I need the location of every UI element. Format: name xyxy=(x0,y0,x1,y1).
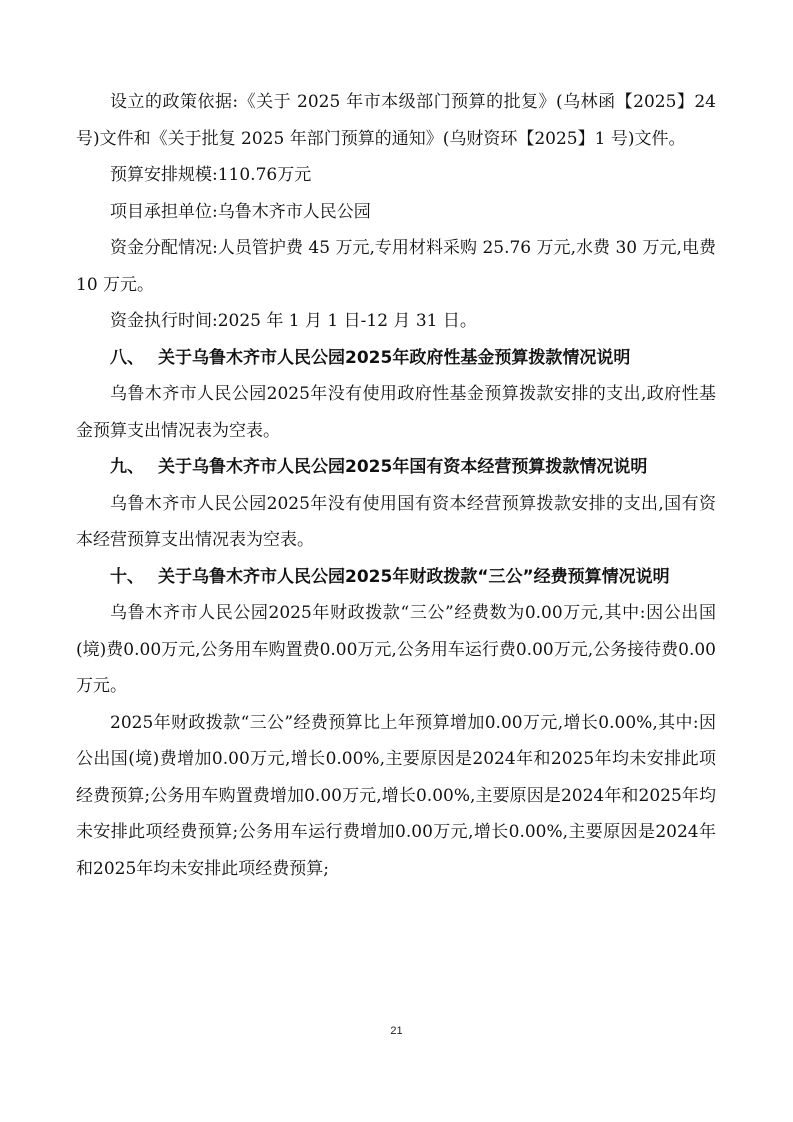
paragraph-expense-comparison: 2025年财政拨款“三公”经费预算比上年预算增加0.00万元,增长0.00%,其中:因公出国(境)费增加0.00万元,增长0.00%,主要原因是2024年和2025年均未安排此项经费预算;公务用车购置费增加0.00万元,增长0.00%,主要原因是2024年和2025年均未安排此项经费预算;公务用车运行费增加0.00万元,增长0.00%,主要原因是2024年和2025年均未安排此项经费预算; xyxy=(76,712,716,879)
section-title-10: 关于乌鲁木齐市人民公园2025年财政拨款“三公”经费预算情况说明 xyxy=(158,566,670,587)
section-heading-9 xyxy=(76,449,716,486)
paragraph-fund-allocation: 资金分配情况:人员管护费 45 万元,专用材料采购 25.76 万元,水费 30 万元,电费 10 万元。 xyxy=(76,238,716,295)
page-number: 21 xyxy=(390,1025,403,1037)
section-title-9: 关于乌鲁木齐市人民公园2025年国有资本经营预算拨款情况说明 xyxy=(158,457,648,477)
section-heading-10 xyxy=(76,559,716,596)
paragraph-three-public-expenses: 乌鲁木齐市人民公园2025年财政拨款“三公”经费数为0.00万元,其中:因公出国(境)费0.00万元,公务用车购置费0.00万元,公务用车运行费0.00万元,公务接待费0.00万元。 xyxy=(76,603,716,696)
section-number-8: 八、 xyxy=(110,347,144,368)
paragraph-project-unit: 项目承担单位:乌鲁木齐市人民公园 xyxy=(110,201,371,222)
paragraph-state-capital: 乌鲁木齐市人民公园2025年没有使用国有资本经营预算拨款安排的支出,国有资本经营预算支出情况表为空表。 xyxy=(76,493,716,550)
section-title-8: 关于乌鲁木齐市人民公园2025年政府性基金预算拨款情况说明 xyxy=(158,347,631,368)
section-number-10: 十、 xyxy=(110,566,144,587)
paragraph-government-fund: 乌鲁木齐市人民公园2025年没有使用政府性基金预算拨款安排的支出,政府性基金预算支出情况表为空表。 xyxy=(76,384,716,441)
section-heading-8 xyxy=(76,340,716,377)
section-number-9: 九、 xyxy=(110,457,144,477)
paragraph-budget-scale: 预算安排规模:110.76万元 xyxy=(110,165,312,185)
paragraph-policy-basis: 设立的政策依据:《关于 2025 年市本级部门预算的批复》(乌林函【2025】24 号)文件和《关于批复 2025 年部门预算的通知》(乌财资环【2025】1 号)文件。 xyxy=(76,92,716,149)
document-page xyxy=(76,84,716,887)
paragraph-execution-time: 资金执行时间:2025 年 1 月 1 日-12 月 31 日。 xyxy=(110,311,477,331)
